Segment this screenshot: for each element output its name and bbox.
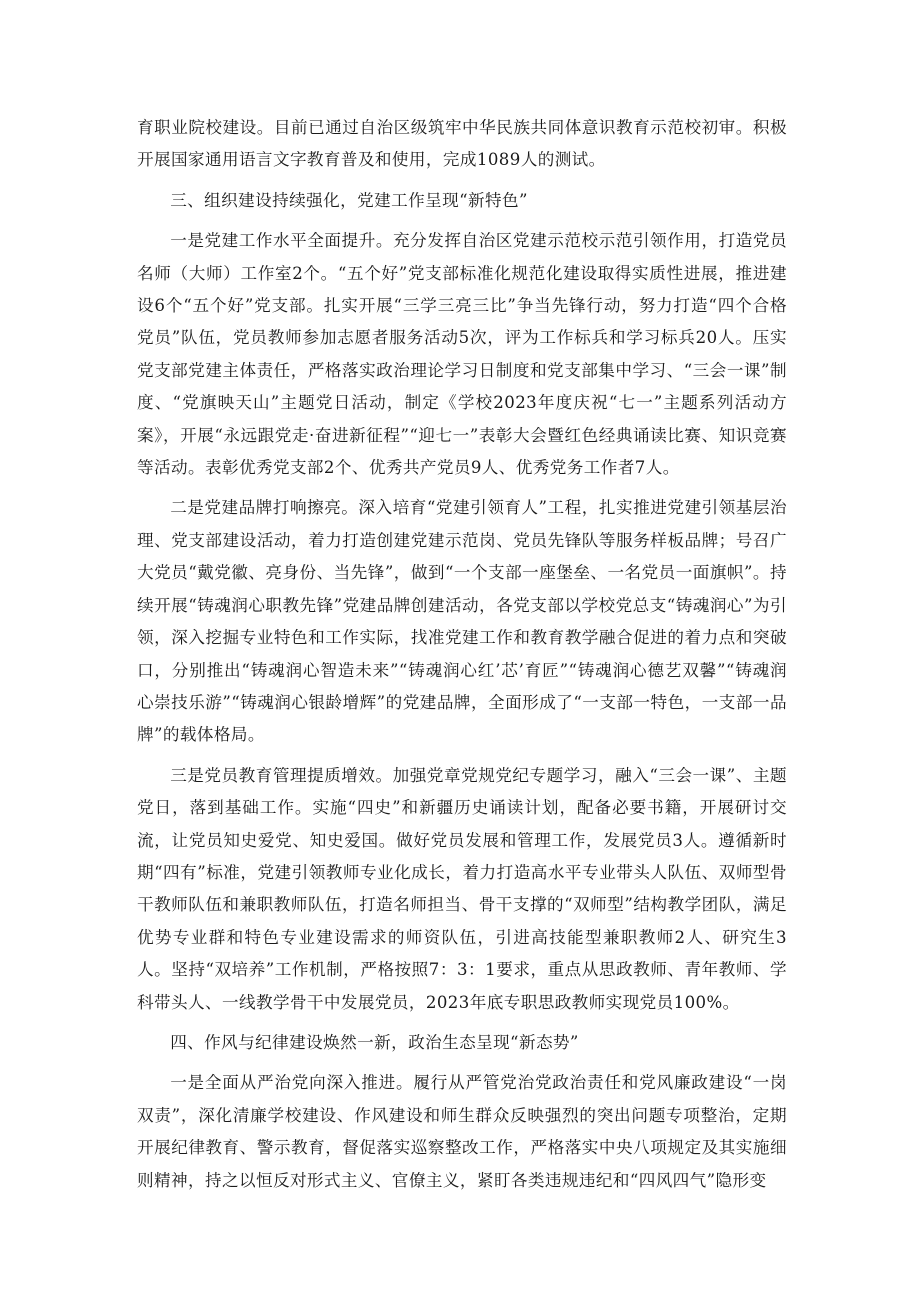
continuation-paragraph: 育职业院校建设。目前已通过自治区级筑牢中华民族共同体意识教育示范校初审。积极开展国家通用语言文字教育普及和使用，完成1089人的测试。 xyxy=(137,118,787,170)
paragraph-party-building-brand: 二是党建品牌打响擦亮。深入培育“党建引领育人”工程，扎实推进党建引领基层治理、党支部建设活动，着力打造创建党建示范岗、党员先锋队等服务样板品牌；号召广大党员“戴党徽、亮身份、当先锋”，做到“一个支部一座堡垒、一名党员一面旗帜”。持续开展“铸魂润心职教先锋”党建品牌创建活动，各党支部以学校党总支“铸魂润心”为引领，深入挖掘专业特色和工作实际，找准党建工作和教育教学融合促进的着力点和突破口，分别推出“铸魂润心智造未来”“铸魂润心红’芯’育匠”“铸魂润心德艺双馨”“铸魂润心崇技乐游”“铸魂润心银龄增辉”的党建品牌，全面形成了“一支部一特色，一支部一品牌”的载体格局。 xyxy=(137,498,787,745)
section-heading-3: 三、组织建设持续强化，党建工作呈现“新特色” xyxy=(170,190,528,210)
paragraph-party-building-level: 一是党建工作水平全面提升。充分发挥自治区党建示范校示范引领作用，打造党员名师（大师）工作室2个。“五个好”党支部标准化规范化建设取得实质性进展，推进建设6个“五个好”党支部。扎实开展“三学三亮三比”争当先锋行动，努力打造“四个合格党员”队伍，党员教师参加志愿者服务活动5次，评为工作标兵和学习标兵20人。压实党支部党建主体责任，严格落实政治理论学习日制度和党支部集中学习、“三会一课”制度、“党旗映天山”主题党日活动，制定《学校2023年度庆祝“七一”主题系列活动方案》，开展“永远跟党走·奋进新征程”“迎七一”表彰大会暨红色经典诵读比赛、知识竞赛等活动。表彰优秀党支部2个、优秀共产党员9人、优秀党务工作者7人。 xyxy=(137,231,787,478)
paragraph-member-education: 三是党员教育管理提质增效。加强党章党规党纪专题学习，融入“三会一课”、主题党日，落到基础工作。实施“四史”和新疆历史诵读计划，配备必要书籍，开展研讨交流，让党员知史爱党、知史爱国。做好党员发展和管理工作，发展党员3人。遵循新时期“四有”标准，党建引领教师专业化成长，着力打造高水平专业带头人队伍、双师型骨干教师队伍和兼职教师队伍，打造名师担当、骨干支撑的“双师型”结构教学团队，满足优势专业群和特色专业建设需求的师资队伍，引进高技能型兼职教师2人、研究生3人。坚持“双培养”工作机制，严格按照7：3：1要求，重点从思政教师、青年教师、学科带头人、一线教学骨干中发展党员，2023年底专职思政教师实现党员100%。 xyxy=(137,765,787,1012)
paragraph-strict-governance: 一是全面从严治党向深入推进。履行从严管党治党政治责任和党风廉政建设“一岗双责”，深化清廉学校建设、作风建设和师生群众反映强烈的突出问题专项整治，定期开展纪律教育、警示教育，督促落实巡察整改工作，严格落实中央八项规定及其实施细则精神，持之以恒反对形式主义、官僚主义，紧盯各类违规违纪和“四风四气”隐形变 xyxy=(137,1073,787,1190)
section-heading-4: 四、作风与纪律建设焕然一新，政治生态呈现“新态势” xyxy=(170,1032,579,1052)
document-body xyxy=(137,112,787,1205)
